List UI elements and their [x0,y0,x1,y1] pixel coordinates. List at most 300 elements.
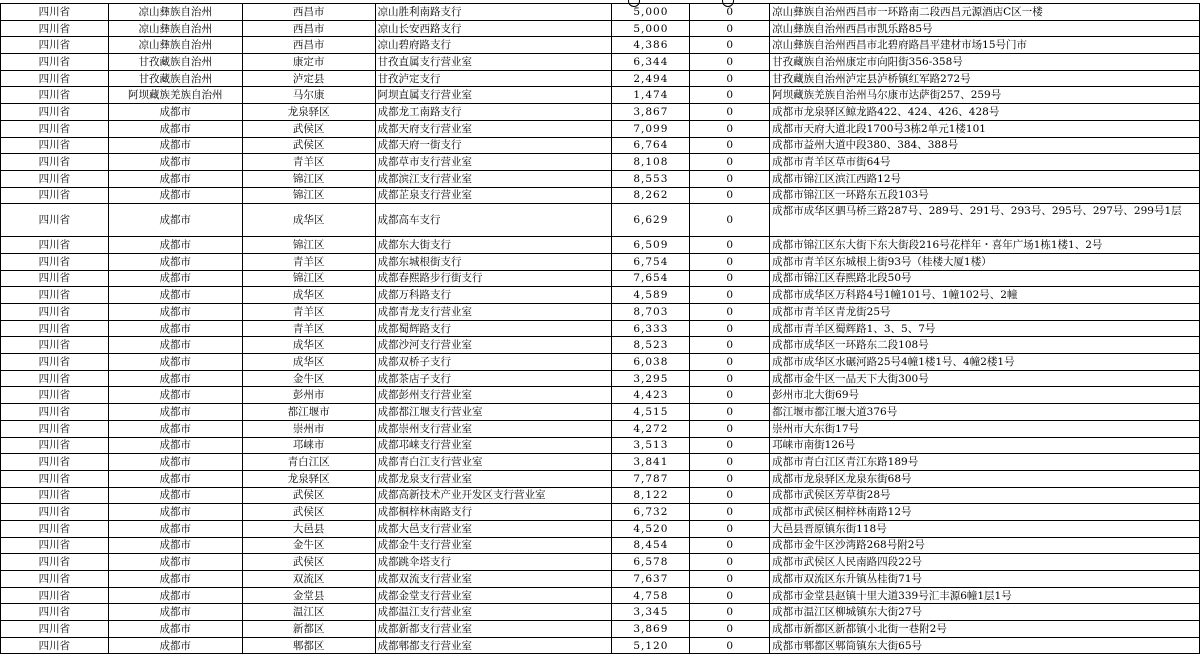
district-cell[interactable]: 西昌市 [242,20,375,37]
district-cell[interactable]: 青羊区 [242,154,375,171]
amount-cell[interactable]: 5,120 [612,637,690,654]
amount-cell[interactable]: 8,553 [612,170,690,187]
table-row [1,304,1200,321]
amount-cell[interactable]: 8,703 [612,304,690,321]
amount-cell[interactable]: 4,272 [612,420,690,437]
table-row [1,337,1200,354]
address-cell[interactable]: 大邑县晋原镇东街118号 [770,520,1200,537]
province-cell[interactable]: 四川省 [1,621,109,638]
district-cell[interactable]: 武侯区 [242,554,375,571]
table-row [1,187,1200,204]
table-row [1,204,1200,237]
district-cell[interactable]: 泸定县 [242,70,375,87]
district-cell[interactable]: 武侯区 [242,487,375,504]
address-cell[interactable]: 成都市新都区新都镇小北街一巷附2号 [770,621,1200,638]
count-cell[interactable]: 0 [690,370,770,387]
district-cell[interactable]: 彭州市 [242,387,375,404]
city-cell[interactable]: 成都市 [108,420,242,437]
district-cell[interactable]: 新都区 [242,621,375,638]
province-cell[interactable]: 四川省 [1,37,109,54]
city-cell[interactable]: 成都市 [108,187,242,204]
table-row [1,137,1200,154]
province-cell[interactable]: 四川省 [1,54,109,71]
table-row [1,387,1200,404]
city-cell[interactable]: 成都市 [108,604,242,621]
amount-cell[interactable]: 5,000 [612,20,690,37]
amount-cell[interactable]: 2,494 [612,70,690,87]
province-cell[interactable]: 四川省 [1,404,109,421]
city-cell[interactable]: 成都市 [108,320,242,337]
city-cell[interactable]: 成都市 [108,487,242,504]
table-row [1,637,1200,654]
address-cell[interactable]: 成都市成华区水碾河路25号4幢1楼1号、4幢2楼1号 [770,354,1200,371]
address-cell[interactable]: 成都市温江区柳城镇东大街27号 [770,604,1200,621]
address-cell[interactable]: 成都市青羊区东城根上街93号（桂楼大厦1楼） [770,253,1200,270]
amount-cell[interactable]: 1,474 [612,87,690,104]
branch-name-cell[interactable]: 成都沙河支行营业室 [375,337,612,354]
count-cell[interactable]: 0 [690,104,770,121]
count-cell[interactable]: 0 [690,54,770,71]
amount-cell[interactable]: 3,841 [612,454,690,471]
amount-cell[interactable]: 6,333 [612,320,690,337]
branch-name-cell[interactable]: 甘孜直属支行营业室 [375,54,612,71]
city-cell[interactable]: 成都市 [108,304,242,321]
count-cell[interactable]: 0 [690,187,770,204]
branch-name-cell[interactable]: 成都天府支行营业室 [375,120,612,137]
amount-cell[interactable]: 6,038 [612,354,690,371]
count-cell[interactable]: 0 [690,520,770,537]
branch-name-cell[interactable]: 甘孜泸定支行 [375,70,612,87]
province-cell[interactable]: 四川省 [1,120,109,137]
amount-cell[interactable]: 4,515 [612,404,690,421]
branch-name-cell[interactable]: 成都桐梓林南路支行 [375,504,612,521]
branch-name-cell[interactable]: 成都草市支行营业室 [375,154,612,171]
district-cell[interactable]: 青羊区 [242,320,375,337]
district-cell[interactable]: 锦江区 [242,187,375,204]
city-cell[interactable]: 成都市 [108,554,242,571]
province-cell[interactable]: 四川省 [1,604,109,621]
count-cell[interactable]: 0 [690,354,770,371]
city-cell[interactable]: 成都市 [108,537,242,554]
amount-cell[interactable]: 3,513 [612,437,690,454]
branch-name-cell[interactable]: 成都邛崃支行营业室 [375,437,612,454]
amount-cell[interactable]: 6,509 [612,237,690,254]
count-cell[interactable]: 0 [690,304,770,321]
district-cell[interactable]: 双流区 [242,571,375,588]
city-cell[interactable]: 成都市 [108,154,242,171]
province-cell[interactable]: 四川省 [1,104,109,121]
branch-name-cell[interactable]: 成都芷泉支行营业室 [375,187,612,204]
amount-cell[interactable]: 7,654 [612,270,690,287]
amount-cell[interactable]: 6,732 [612,504,690,521]
province-cell[interactable]: 四川省 [1,204,109,237]
district-cell[interactable]: 金牛区 [242,537,375,554]
amount-cell[interactable]: 8,262 [612,187,690,204]
branch-name-cell[interactable]: 凉山碧府路支行 [375,37,612,54]
address-cell[interactable]: 彭州市北大街69号 [770,387,1200,404]
branch-name-cell[interactable]: 成都茶店子支行 [375,370,612,387]
address-cell[interactable]: 邛崃市南街126号 [770,437,1200,454]
city-cell[interactable]: 成都市 [108,120,242,137]
city-cell[interactable]: 成都市 [108,237,242,254]
province-cell[interactable]: 四川省 [1,320,109,337]
count-cell[interactable]: 0 [690,237,770,254]
address-cell[interactable]: 成都市双流区东升镇丛桂街71号 [770,571,1200,588]
district-cell[interactable]: 成华区 [242,337,375,354]
branch-name-cell[interactable]: 成都高新技术产业开发区支行营业室 [375,487,612,504]
district-cell[interactable]: 成华区 [242,204,375,237]
branch-name-cell[interactable]: 成都双流支行营业室 [375,571,612,588]
address-cell[interactable]: 甘孜藏族自治州康定市向阳街356-358号 [770,54,1200,71]
province-cell[interactable]: 四川省 [1,70,109,87]
count-cell[interactable]: 0 [690,170,770,187]
city-cell[interactable]: 成都市 [108,137,242,154]
province-cell[interactable]: 四川省 [1,571,109,588]
table-row [1,571,1200,588]
city-cell[interactable]: 成都市 [108,337,242,354]
city-cell[interactable]: 成都市 [108,571,242,588]
branch-name-cell[interactable]: 成都蜀辉路支行 [375,320,612,337]
table-row [1,520,1200,537]
district-cell[interactable]: 金堂县 [242,587,375,604]
table-row [1,237,1200,254]
count-cell[interactable]: 0 [690,621,770,638]
branch-name-cell[interactable]: 成都新都支行营业室 [375,621,612,638]
city-cell[interactable]: 成都市 [108,520,242,537]
table-row [1,54,1200,71]
amount-cell[interactable]: 4,589 [612,287,690,304]
amount-cell[interactable]: 7,637 [612,571,690,588]
address-cell[interactable]: 成都市益州大道中段380、384、388号 [770,137,1200,154]
province-cell[interactable]: 四川省 [1,487,109,504]
count-cell[interactable]: 0 [690,287,770,304]
address-cell[interactable]: 成都市成华区一环路东二段108号 [770,337,1200,354]
address-cell[interactable]: 成都市龙泉驿区龙泉东街68号 [770,470,1200,487]
district-cell[interactable]: 锦江区 [242,237,375,254]
city-cell[interactable]: 凉山彝族自治州 [108,37,242,54]
province-cell[interactable]: 四川省 [1,20,109,37]
address-cell[interactable]: 成都市武侯区芳草街28号 [770,487,1200,504]
city-cell[interactable]: 甘孜藏族自治州 [108,70,242,87]
count-cell[interactable]: 0 [690,571,770,588]
table-row [1,87,1200,104]
branch-name-cell[interactable]: 成都滨江支行营业室 [375,170,612,187]
district-cell[interactable]: 金牛区 [242,370,375,387]
province-cell[interactable]: 四川省 [1,354,109,371]
city-cell[interactable]: 成都市 [108,370,242,387]
count-cell[interactable]: 0 [690,70,770,87]
district-cell[interactable]: 大邑县 [242,520,375,537]
province-cell[interactable]: 四川省 [1,137,109,154]
district-cell[interactable]: 郫都区 [242,637,375,654]
address-cell[interactable]: 成都市天府大道北段1700号3栋2单元1楼101 [770,120,1200,137]
province-cell[interactable]: 四川省 [1,387,109,404]
address-cell[interactable]: 阿坝藏族羌族自治州马尔康市达萨街257、259号 [770,87,1200,104]
address-cell[interactable]: 成都市锦江区东大街下东大街段216号花样年・喜年广场1栋1楼1、2号 [770,237,1200,254]
city-cell[interactable]: 凉山彝族自治州 [108,4,242,21]
count-cell[interactable]: 0 [690,587,770,604]
district-cell[interactable]: 邛崃市 [242,437,375,454]
district-cell[interactable]: 温江区 [242,604,375,621]
count-cell[interactable]: 0 [690,420,770,437]
address-cell[interactable]: 凉山彝族自治州西昌市一环路南二段西昌元源酒店C区一楼 [770,4,1200,21]
branch-name-cell[interactable]: 成都都江堰支行营业室 [375,404,612,421]
district-cell[interactable]: 锦江区 [242,270,375,287]
address-cell[interactable]: 成都市郫都区郫筒镇东大街65号 [770,637,1200,654]
count-cell[interactable]: 0 [690,137,770,154]
amount-cell[interactable]: 8,523 [612,337,690,354]
address-cell[interactable]: 成都市成华区驷马桥三路287号、289号、291号、293号、295号、297号、299号1层 [770,204,1200,237]
province-cell[interactable]: 四川省 [1,304,109,321]
district-cell[interactable]: 青羊区 [242,304,375,321]
province-cell[interactable]: 四川省 [1,537,109,554]
province-cell[interactable]: 四川省 [1,454,109,471]
branch-name-cell[interactable]: 成都金牛支行营业室 [375,537,612,554]
table-row [1,554,1200,571]
amount-cell[interactable]: 6,578 [612,554,690,571]
address-cell[interactable]: 成都市青羊区青龙街25号 [770,304,1200,321]
city-cell[interactable]: 成都市 [108,504,242,521]
address-cell[interactable]: 成都市青白江区青江东路189号 [770,454,1200,471]
district-cell[interactable]: 武侯区 [242,137,375,154]
count-cell[interactable]: 0 [690,437,770,454]
branch-name-cell[interactable]: 成都金堂支行营业室 [375,587,612,604]
table-row [1,287,1200,304]
district-cell[interactable]: 青白江区 [242,454,375,471]
branch-name-cell[interactable]: 成都彭州支行营业室 [375,387,612,404]
amount-cell[interactable]: 4,423 [612,387,690,404]
city-cell[interactable]: 成都市 [108,404,242,421]
amount-cell[interactable]: 8,108 [612,154,690,171]
province-cell[interactable]: 四川省 [1,587,109,604]
count-cell[interactable]: 0 [690,87,770,104]
district-cell[interactable]: 龙泉驿区 [242,470,375,487]
province-cell[interactable]: 四川省 [1,87,109,104]
city-cell[interactable]: 成都市 [108,437,242,454]
address-cell[interactable]: 都江堰市都江堰大道376号 [770,404,1200,421]
branch-name-cell[interactable]: 成都温江支行营业室 [375,604,612,621]
table-row [1,253,1200,270]
district-cell[interactable]: 康定市 [242,54,375,71]
city-cell[interactable]: 成都市 [108,454,242,471]
amount-cell[interactable]: 3,345 [612,604,690,621]
province-cell[interactable]: 四川省 [1,270,109,287]
city-cell[interactable]: 成都市 [108,621,242,638]
table-row [1,370,1200,387]
table-body [1,4,1200,654]
address-cell[interactable]: 成都市锦江区滨江西路12号 [770,170,1200,187]
province-cell[interactable]: 四川省 [1,287,109,304]
count-cell[interactable]: 0 [690,637,770,654]
count-cell[interactable]: 0 [690,404,770,421]
district-cell[interactable]: 武侯区 [242,504,375,521]
address-cell[interactable]: 成都市武侯区桐梓林南路12号 [770,504,1200,521]
province-cell[interactable]: 四川省 [1,504,109,521]
address-cell[interactable]: 成都市成华区万科路4号1幢101号、1幢102号、2幢 [770,287,1200,304]
province-cell[interactable]: 四川省 [1,470,109,487]
province-cell[interactable]: 四川省 [1,370,109,387]
table-row [1,504,1200,521]
count-cell[interactable]: 0 [690,270,770,287]
address-cell[interactable]: 成都市锦江区春熙路北段50号 [770,270,1200,287]
count-cell[interactable]: 0 [690,454,770,471]
address-cell[interactable]: 成都市武侯区人民南路四段22号 [770,554,1200,571]
branch-name-cell[interactable]: 成都东大街支行 [375,237,612,254]
branch-name-cell[interactable]: 成都高车支行 [375,204,612,237]
table-row [1,37,1200,54]
amount-cell[interactable]: 4,386 [612,37,690,54]
table-row [1,454,1200,471]
count-cell[interactable]: 0 [690,204,770,237]
address-cell[interactable]: 成都市青羊区蜀辉路1、3、5、7号 [770,320,1200,337]
address-cell[interactable]: 成都市锦江区一环路东五段103号 [770,187,1200,204]
count-cell[interactable]: 0 [690,4,770,21]
city-cell[interactable]: 成都市 [108,104,242,121]
amount-cell[interactable]: 6,764 [612,137,690,154]
amount-cell[interactable]: 8,122 [612,487,690,504]
address-cell[interactable]: 甘孜藏族自治州泸定县泸桥镇红军路272号 [770,70,1200,87]
table-row [1,621,1200,638]
table-row [1,20,1200,37]
count-cell[interactable]: 0 [690,470,770,487]
city-cell[interactable]: 成都市 [108,354,242,371]
table-row [1,470,1200,487]
city-cell[interactable]: 成都市 [108,204,242,237]
city-cell[interactable]: 甘孜藏族自治州 [108,54,242,71]
count-cell[interactable]: 0 [690,337,770,354]
city-cell[interactable]: 凉山彝族自治州 [108,20,242,37]
count-cell[interactable]: 0 [690,537,770,554]
district-cell[interactable]: 都江堰市 [242,404,375,421]
branch-name-cell[interactable]: 成都跳伞塔支行 [375,554,612,571]
branch-name-cell[interactable]: 成都双桥子支行 [375,354,612,371]
province-cell[interactable]: 四川省 [1,520,109,537]
address-cell[interactable]: 成都市金堂县赵镇十里大道339号汇丰源6幢1层1号 [770,587,1200,604]
province-cell[interactable]: 四川省 [1,154,109,171]
branch-name-cell[interactable]: 成都万科路支行 [375,287,612,304]
district-cell[interactable]: 西昌市 [242,4,375,21]
branch-name-cell[interactable]: 成都天府一街支行 [375,137,612,154]
count-cell[interactable]: 0 [690,554,770,571]
address-cell[interactable]: 成都市金牛区沙湾路268号附2号 [770,537,1200,554]
city-cell[interactable]: 成都市 [108,637,242,654]
province-cell[interactable]: 四川省 [1,637,109,654]
district-cell[interactable]: 青羊区 [242,253,375,270]
count-cell[interactable]: 0 [690,154,770,171]
address-cell[interactable]: 崇州市大东街17号 [770,420,1200,437]
province-cell[interactable]: 四川省 [1,237,109,254]
province-cell[interactable]: 四川省 [1,554,109,571]
branch-name-cell[interactable]: 成都青白江支行营业室 [375,454,612,471]
branch-name-cell[interactable]: 成都郫都支行营业室 [375,637,612,654]
branch-name-cell[interactable]: 凉山胜利南路支行 [375,4,612,21]
district-cell[interactable]: 成华区 [242,354,375,371]
amount-cell[interactable]: 6,754 [612,253,690,270]
amount-cell[interactable]: 4,520 [612,520,690,537]
province-cell[interactable]: 四川省 [1,337,109,354]
count-cell[interactable]: 0 [690,604,770,621]
count-cell[interactable]: 0 [690,504,770,521]
province-cell[interactable]: 四川省 [1,4,109,21]
district-cell[interactable]: 马尔康 [242,87,375,104]
district-cell[interactable]: 武侯区 [242,120,375,137]
city-cell[interactable]: 成都市 [108,170,242,187]
table-row [1,70,1200,87]
count-cell[interactable]: 0 [690,37,770,54]
address-cell[interactable]: 成都市金牛区一品天下大街300号 [770,370,1200,387]
amount-cell[interactable]: 7,099 [612,120,690,137]
count-cell[interactable]: 0 [690,120,770,137]
city-cell[interactable]: 成都市 [108,587,242,604]
amount-cell[interactable]: 8,454 [612,537,690,554]
amount-cell[interactable]: 6,629 [612,204,690,237]
table-row [1,487,1200,504]
district-cell[interactable]: 西昌市 [242,37,375,54]
city-cell[interactable]: 成都市 [108,470,242,487]
amount-cell[interactable]: 4,758 [612,587,690,604]
district-cell[interactable]: 锦江区 [242,170,375,187]
table-row [1,420,1200,437]
count-cell[interactable]: 0 [690,487,770,504]
city-cell[interactable]: 成都市 [108,270,242,287]
table-row [1,170,1200,187]
count-cell[interactable]: 0 [690,253,770,270]
address-cell[interactable]: 成都市龙泉驿区鲸龙路422、424、426、428号 [770,104,1200,121]
district-cell[interactable]: 成华区 [242,287,375,304]
table-row [1,604,1200,621]
count-cell[interactable]: 0 [690,20,770,37]
amount-cell[interactable]: 3,295 [612,370,690,387]
branch-name-cell[interactable]: 成都崇州支行营业室 [375,420,612,437]
branch-name-cell[interactable]: 凉山长安西路支行 [375,20,612,37]
amount-cell[interactable]: 5,000 [612,4,690,21]
province-cell[interactable]: 四川省 [1,420,109,437]
table-row [1,354,1200,371]
amount-cell[interactable]: 6,344 [612,54,690,71]
branch-name-cell[interactable]: 阿坝直属支行营业室 [375,87,612,104]
table-row [1,154,1200,171]
count-cell[interactable]: 0 [690,320,770,337]
province-cell[interactable]: 四川省 [1,187,109,204]
table-row [1,587,1200,604]
address-cell[interactable]: 凉山彝族自治州西昌市北碧府路昌平建材市场15号门市 [770,37,1200,54]
district-cell[interactable]: 崇州市 [242,420,375,437]
branch-name-cell[interactable]: 成都春熙路步行街支行 [375,270,612,287]
count-cell[interactable]: 0 [690,387,770,404]
province-cell[interactable]: 四川省 [1,253,109,270]
branch-name-cell[interactable]: 成都大邑支行营业室 [375,520,612,537]
table-row [1,104,1200,121]
city-cell[interactable]: 成都市 [108,253,242,270]
amount-cell[interactable]: 3,869 [612,621,690,638]
branch-name-cell[interactable]: 成都龙泉支行营业室 [375,470,612,487]
amount-cell[interactable]: 7,787 [612,470,690,487]
city-cell[interactable]: 成都市 [108,287,242,304]
branch-name-cell[interactable]: 成都青龙支行营业室 [375,304,612,321]
table-row [1,120,1200,137]
district-cell[interactable]: 龙泉驿区 [242,104,375,121]
branch-name-cell[interactable]: 成都东城根街支行 [375,253,612,270]
address-cell[interactable]: 成都市青羊区草市街64号 [770,154,1200,171]
branch-name-cell[interactable]: 成都龙工南路支行 [375,104,612,121]
province-cell[interactable]: 四川省 [1,170,109,187]
amount-cell[interactable]: 3,867 [612,104,690,121]
province-cell[interactable]: 四川省 [1,437,109,454]
table-row [1,4,1200,21]
city-cell[interactable]: 阿坝藏族羌族自治州 [108,87,242,104]
address-cell[interactable]: 凉山彝族自治州西昌市凯乐路85号 [770,20,1200,37]
city-cell[interactable]: 成都市 [108,387,242,404]
